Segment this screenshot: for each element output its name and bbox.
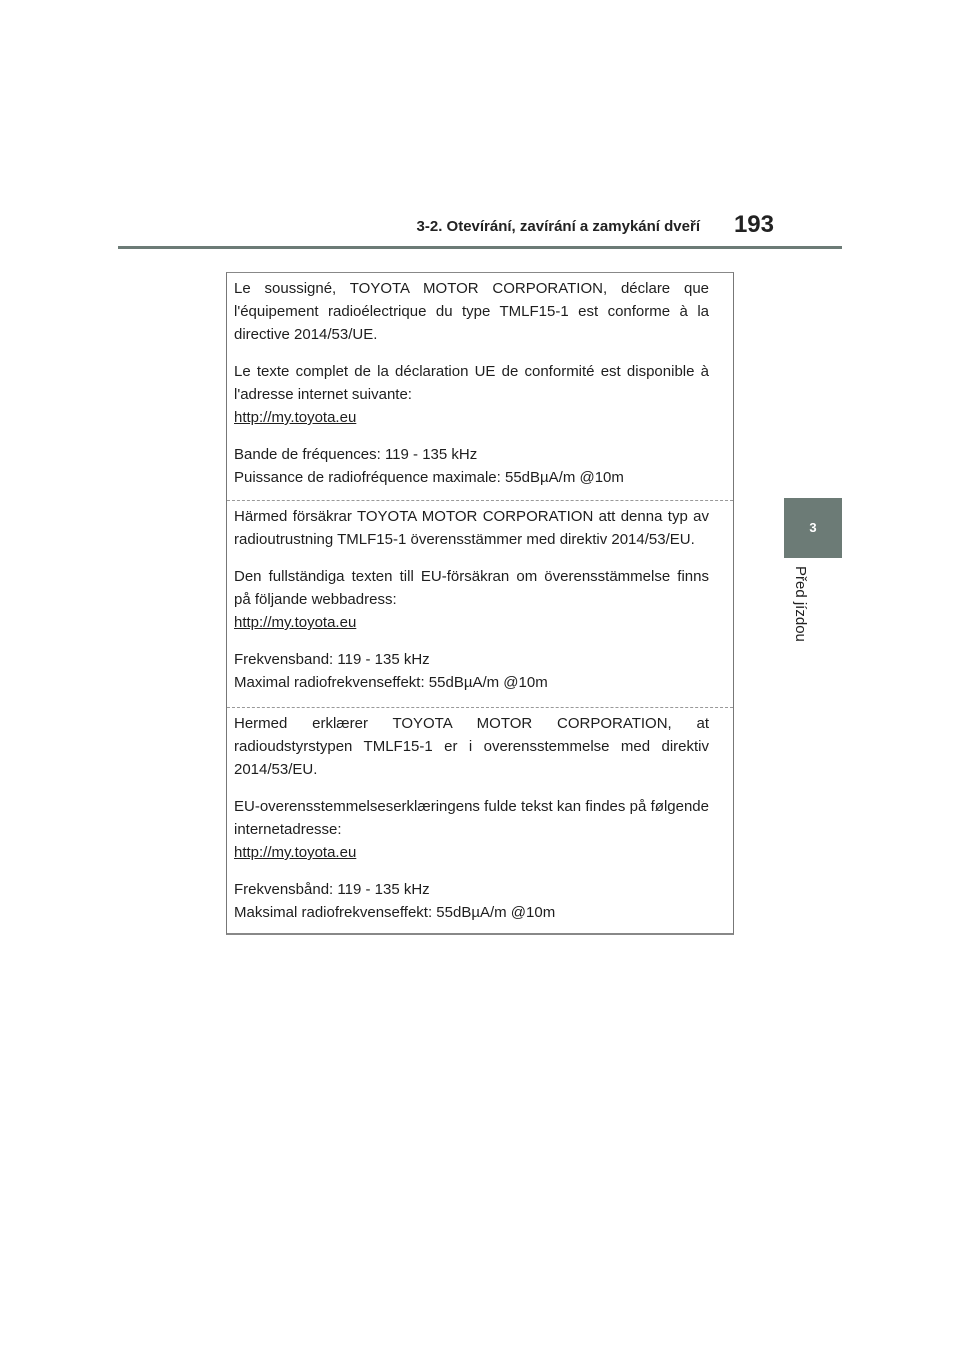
page-header (118, 212, 842, 249)
frequency-band: Frekvensband: 119 - 135 kHz (234, 651, 430, 668)
declaration-box (226, 272, 734, 935)
chapter-label: Před jízdou (792, 566, 809, 642)
declaration-text: Härmed försäkrar TOYOTA MOTOR CORPORATION att denna typ av radioutrustning TMLF15-1 överensstämmer med direktiv 2014/53/EU. (234, 508, 709, 548)
declaration-block-sv (227, 500, 733, 694)
declaration-text: Hermed erklærer TOYOTA MOTOR CORPORATION, at radioudstyrstypen TMLF15-1 er i overensstemmelse med direktiv 2014/53/EU. (234, 715, 709, 778)
chapter-tab[interactable]: 3 (784, 498, 842, 558)
declaration-text: Le soussigné, TOYOTA MOTOR CORPORATION, déclare que l'équipement radioélectrique du type TMLF15-1 est conforme à la directive 2014/53/UE. (234, 280, 709, 343)
section-title: 3-2. Otevírání, zavírání a zamykání dveří (416, 218, 700, 235)
fulltext-note: EU-overensstemmelseserklæringens fulde tekst kan findes på følgende internetadresse: (234, 798, 709, 838)
declaration-block-fr (234, 277, 709, 489)
frequency-band: Bande de fréquences: 119 - 135 kHz (234, 446, 478, 463)
page-number: 193 (733, 211, 774, 238)
max-power: Puissance de radiofréquence maximale: 55dBµA/m @10m (234, 469, 624, 486)
fulltext-note: Le texte complet de la déclaration UE de conformité est disponible à l'adresse internet suivante: (234, 363, 709, 403)
max-power: Maximal radiofrekvenseffekt: 55dBµA/m @10m (234, 674, 548, 691)
fulltext-note: Den fullständiga texten till EU-försäkran om överensstämmelse finns på följande webbadress: (234, 568, 709, 608)
frequency-band: Frekvensbånd: 119 - 135 kHz (234, 881, 430, 898)
max-power: Maksimal radiofrekvenseffekt: 55dBµA/m @10m (234, 904, 556, 921)
declaration-block-da (227, 707, 733, 924)
website-link[interactable]: http://my.toyota.eu (234, 409, 357, 426)
website-link[interactable]: http://my.toyota.eu (234, 844, 357, 861)
website-link[interactable]: http://my.toyota.eu (234, 614, 357, 631)
